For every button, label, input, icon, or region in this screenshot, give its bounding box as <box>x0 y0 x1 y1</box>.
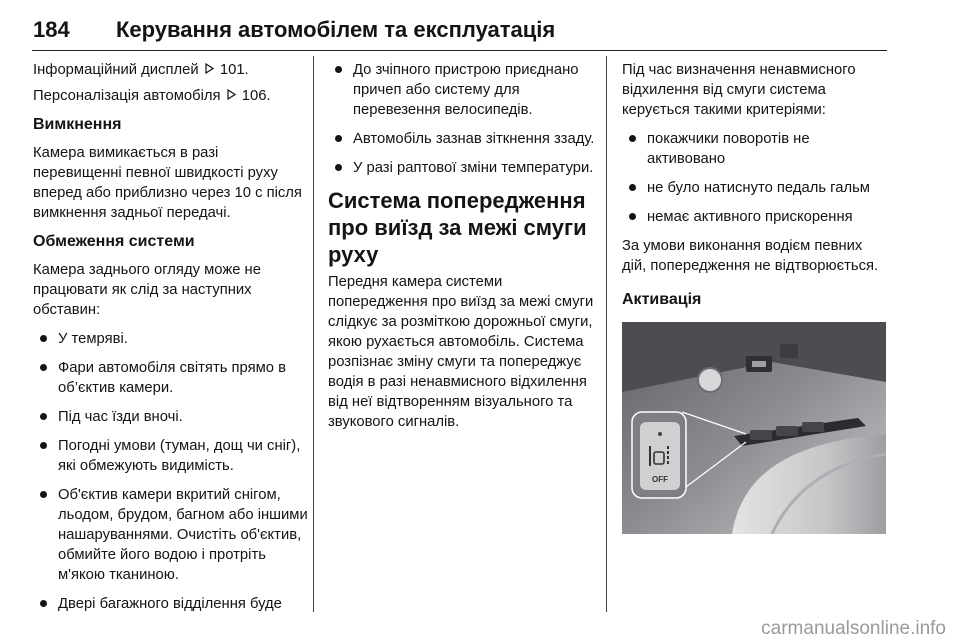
bullet-icon <box>40 491 47 498</box>
indicator-led <box>658 432 662 436</box>
column-left <box>33 60 308 643</box>
page-footer <box>0 614 960 642</box>
footer-watermark: carmanualsonline.info <box>761 618 946 639</box>
bullet-icon <box>40 364 47 371</box>
strip-button <box>802 422 824 432</box>
section-heading-limits: Обмеження системи <box>33 233 195 250</box>
bullet-icon <box>40 442 47 449</box>
shutdown-paragraph: Камера вимикається в разі перевищенні певної швидкості руху вперед або приблизно через 10 с після вимкнення задньої передачі. <box>33 145 302 221</box>
bullet-icon <box>629 213 636 220</box>
header-rule <box>32 50 887 51</box>
section-title-lane-departure: Система попередження про виїзд за межі смуги руху <box>328 188 587 267</box>
bullet-icon <box>335 164 342 171</box>
console-button-face <box>752 361 766 367</box>
list-item: немає активного прискорення <box>622 207 886 227</box>
bullet-icon <box>629 135 636 142</box>
bullet-icon <box>629 184 636 191</box>
page-header <box>0 0 960 48</box>
reference-line <box>33 60 308 80</box>
control-knob <box>698 368 722 392</box>
limits-list <box>33 329 308 634</box>
list-item: Автомобіль зазнав зіткнення ззаду. <box>328 129 598 149</box>
bullet-icon <box>335 135 342 142</box>
list-item: покажчики поворотів не активовано <box>622 129 886 169</box>
lane-departure-paragraph: Передня камера системи попередження про виїзд за межі смуги слідкує за розміткою дорожньої смуги, якою рухається автомобіль. Система розпізнає зміну смуги та попереджує водія в разі ненавмисного відхилення від неї відтворенням візуального та звукового сигналів. <box>328 274 594 430</box>
strip-button <box>776 426 798 436</box>
page-reference-arrow-icon <box>205 60 214 80</box>
column-divider <box>313 56 314 612</box>
strip-button <box>750 430 772 440</box>
column-divider <box>606 56 607 612</box>
console-button <box>780 344 798 358</box>
page-reference-arrow-icon <box>227 86 236 106</box>
criteria-intro: Під час визначення ненавмисного відхилення від смуги система керується такими критеріями: <box>622 62 856 118</box>
criteria-list <box>622 129 886 227</box>
section-heading-activation: Активація <box>622 291 702 308</box>
bullet-icon <box>335 66 342 73</box>
limits-paragraph: Камера заднього огляду може не працювати як слід за наступних обставин: <box>33 262 261 318</box>
bullet-icon <box>40 600 47 607</box>
condition-paragraph: За умови виконання водієм певних дій, попередження не відтворюється. <box>622 238 879 274</box>
page-reference[interactable]: 101. <box>219 62 249 78</box>
button-off-label: OFF <box>652 475 668 484</box>
page-title: Керування автомобілем та експлуатація <box>116 17 556 42</box>
console-photo <box>622 322 886 534</box>
section-heading-shutdown: Вимкнення <box>33 116 122 133</box>
list-item: У разі раптової зміни температури. <box>328 158 598 178</box>
list-item: Фари автомобіля світять прямо в об’єктив камери. <box>33 358 308 398</box>
bullet-icon <box>40 413 47 420</box>
page-number: 184 <box>33 17 70 42</box>
page-reference[interactable]: 106. <box>241 88 271 104</box>
reference-text: Персоналізація автомобіля <box>33 88 221 104</box>
bullet-icon <box>40 335 47 342</box>
list-item: Під час їзди вночі. <box>33 407 308 427</box>
column-right <box>622 60 886 534</box>
reference-line <box>33 86 308 106</box>
list-item: Погодні умови (туман, дощ чи сніг), які обмежують видимість. <box>33 436 308 476</box>
limits-list-continued <box>328 60 598 178</box>
reference-text: Інформаційний дисплей <box>33 62 199 78</box>
list-item: не було натиснуто педаль гальм <box>622 178 886 198</box>
list-item: Двері багажного відділення буде <box>33 594 308 634</box>
list-item: До зчіпного пристрою приєднано причеп або систему для перевезення велосипедів. <box>328 60 598 120</box>
list-item: Об'єктив камери вкритий снігом, льодом, брудом, багном або іншими нашаруваннями. Очистіть об'єктив, обмийте його водою і протріть м'якою тканиною. <box>33 485 308 585</box>
column-middle <box>328 60 598 441</box>
list-item: У темряві. <box>33 329 308 349</box>
